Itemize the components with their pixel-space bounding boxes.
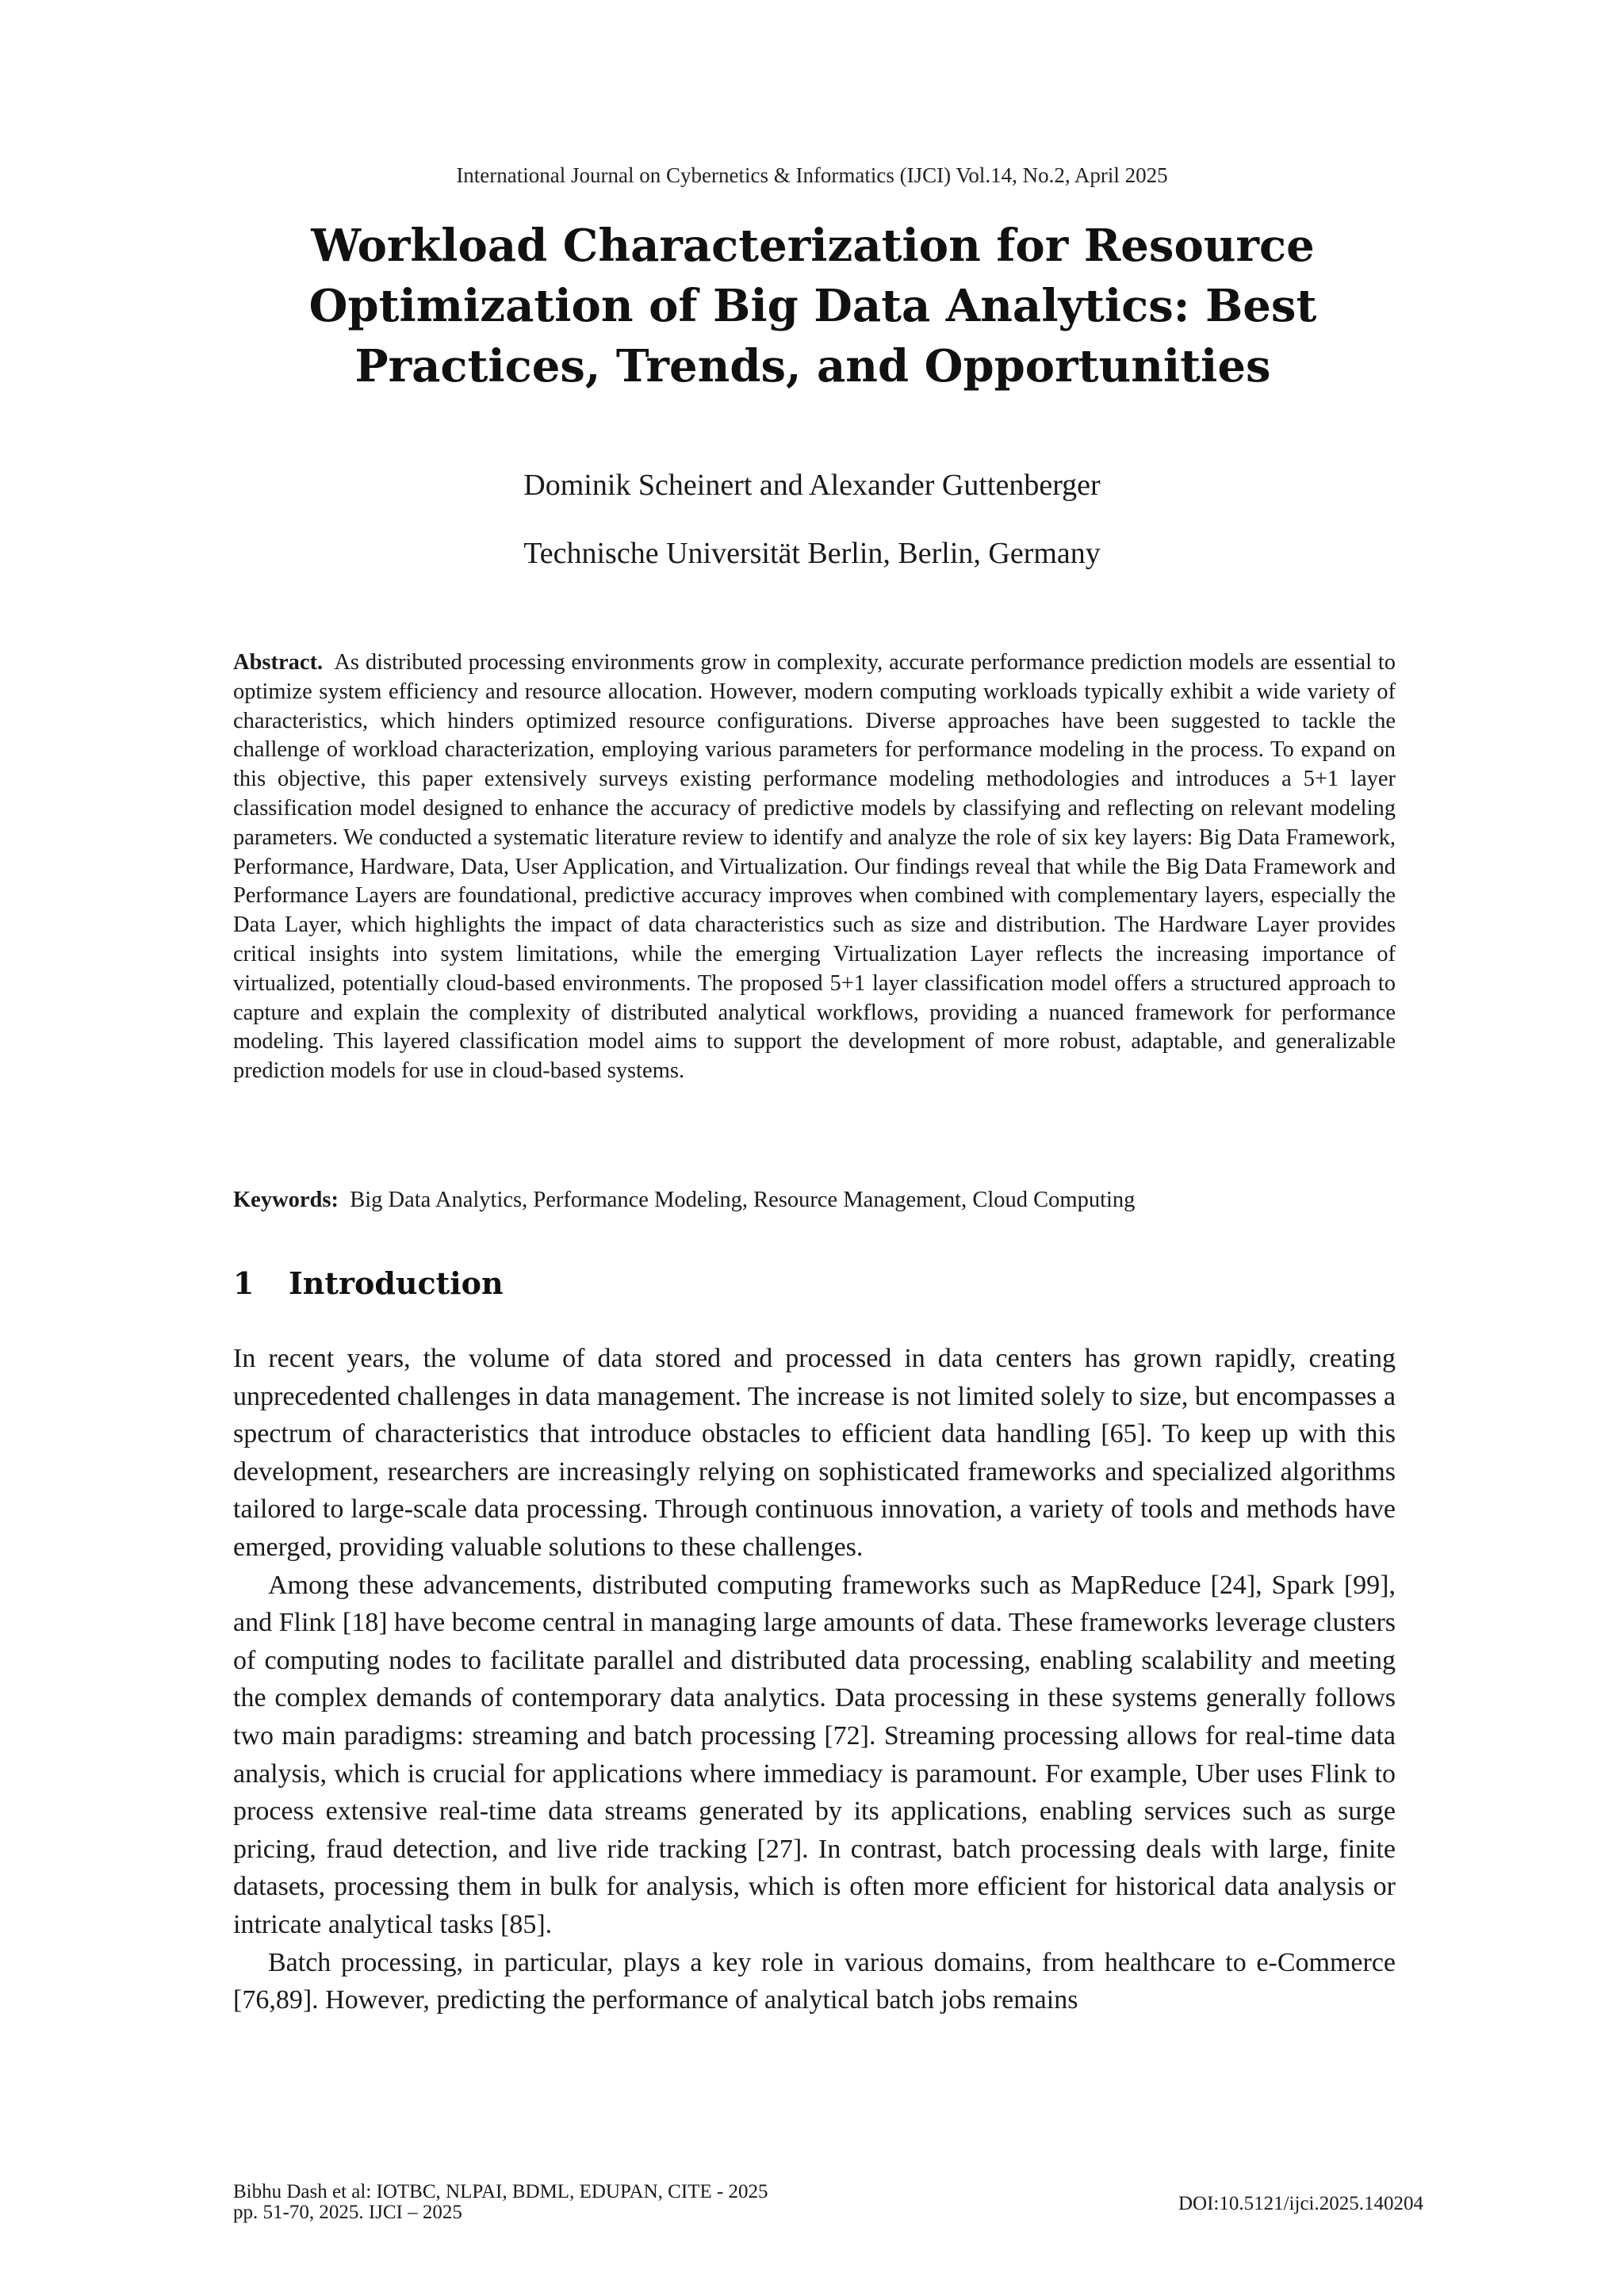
keywords-text: Big Data Analytics, Performance Modeling, Resource Management, Cloud Computing (350, 1188, 1136, 1212)
footer-citation-line: Bibhu Dash et al: IOTBC, NLPAI, BDML, EDUPAN, CITE - 2025 (233, 2181, 768, 2202)
footer-pages-line: pp. 51-70, 2025. IJCI – 2025 (233, 2202, 462, 2223)
body-paragraph: Among these advancements, distributed computing frameworks such as MapReduce [24], Spark [99], and Flink [18] have become central in managing large amounts of data. These frameworks leverage clusters of computing nodes to facilitate parallel and distributed data processing, enabling scalability and meeting the complex demands of contemporary data analytics. Data processing in these systems generally follows two main paradigms: streaming and batch processing [72]. Streaming processing allows for real-time data analysis, which is crucial for applications where immediacy is paramount. For example, Uber uses Flink to process extensive real-time data streams generated by its applications, enabling services such as surge pricing, fraud detection, and live ride tracking [27]. In contrast, batch processing deals with large, finite datasets, processing them in bulk for analysis, which is often more efficient for historical data analysis or intricate analytical tasks [85]. (233, 1570, 1396, 1939)
keywords (233, 1186, 1396, 1215)
section-number: 1 (233, 1265, 255, 1301)
footer-citation (233, 2182, 768, 2223)
journal-header: International Journal on Cybernetics & Informatics (IJCI) Vol.14, No.2, April 2025 (456, 163, 1168, 187)
abstract-text: As distributed processing environments grow in complexity, accurate performance prediction models are essential to optimize system efficiency and resource allocation. However, modern computing workloads typically exhibit a wide variety of characteristics, which hinders optimized resource configurations. Diverse approaches have been suggested to tackle the challenge of workload characterization, employing various parameters for performance modeling in the process. To expand on this objective, this paper extensively surveys existing performance modeling methodologies and introduces a 5+1 layer classification model designed to enhance the accuracy of predictive models by classifying and reflecting on relevant modeling parameters. We conducted a systematic literature review to identify and analyze the role of six key layers: Big Data Framework, Performance, Hardware, Data, User Application, and Virtualization. Our findings reveal that while the Big Data Framework and Performance Layers are foundational, predictive accuracy improves when combined with complementary layers, especially the Data Layer, which highlights the impact of data characteristics such as size and distribution. The Hardware Layer provides critical insights into system limitations, while the emerging Virtualization Layer reflects the increasing importance of virtualized, potentially cloud-based environments. The proposed 5+1 layer classification model offers a structured approach to capture and explain the complexity of distributed analytical workflows, providing a nuanced framework for performance modeling. This layered classification model aims to support the development of more robust, adaptable, and generalizable prediction models for use in cloud-based systems. (233, 650, 1396, 1084)
keywords-label: Keywords: (233, 1188, 339, 1212)
section-body (233, 1340, 1396, 2019)
paper-authors: Dominik Scheinert and Alexander Guttenberger (523, 469, 1101, 502)
abstract-label: Abstract. (233, 650, 324, 675)
section-title: Introduction (289, 1265, 504, 1301)
body-paragraph: In recent years, the volume of data stored and processed in data centers has grown rapidly, creating unprecedented challenges in data management. The increase is not limited solely to size, but encompasses a spectrum of characteristics that introduce obstacles to efficient data handling [65]. To keep up with this development, researchers are increasingly relying on sophisticated frameworks and specialized algorithms tailored to large-scale data processing. Through continuous innovation, a variety of tools and methods have emerged, providing valuable solutions to these challenges. (233, 1344, 1396, 1562)
paper-affiliation: Technische Universität Berlin, Berlin, Germany (523, 537, 1101, 570)
abstract (233, 649, 1396, 1086)
body-paragraph: Batch processing, in particular, plays a key role in various domains, from healthcare to e-Commerce [76,89]. However, predicting the performance of analytical batch jobs remains (233, 1947, 1396, 2015)
footer-doi: DOI:10.5121/ijci.2025.140204 (1178, 2193, 1423, 2214)
paper-title: Workload Characterization for Resource Optimization of Big Data Analytics: Best Practices, Trends, and Opportunities (308, 220, 1317, 392)
section-heading (233, 1265, 504, 1301)
